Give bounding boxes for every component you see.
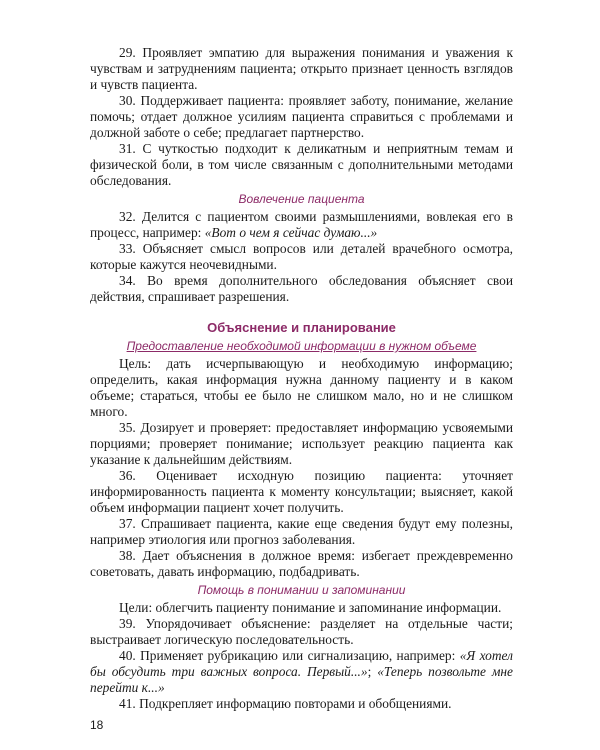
item-39: 39. Упорядочивает объяснение: разделяет на отдельные части; выстраивает логическую последовательность. (90, 616, 513, 647)
page-number: 18 (90, 718, 104, 732)
item-29: 29. Проявляет эмпатию для выражения понимания и уважения к чувствам и затруднениям пациента; открыто признает ценность взглядов и чувств пациента. (90, 45, 513, 92)
item-30: 30. Поддерживает пациента: проявляет заботу, понимание, желание помочь; отдает должное усилиям пациента справиться с проблемами и должной заботе о себе; предлагает партнерство. (90, 93, 513, 140)
item-40-quote-2: «Теперь позвольте мне пeрейти к...» (90, 664, 513, 695)
item-40-separator: ; (367, 664, 378, 679)
item-38: 38. Дает объяснения в должное время: избегает преждевременно советовать, давать информацию, подбадривать. (90, 548, 513, 579)
item-35: 35. Дозирует и проверяет: предоставляет информацию усвояемыми порциями; проверяет понимание; использует реакцию пациента как указание к дальнейшим действиям. (90, 420, 513, 467)
item-33: 33. Объясняет смысл вопросов или деталей врачебного осмотра, которые кажутся неочевидными. (90, 241, 513, 272)
page-content (90, 45, 513, 712)
section-title: Объяснение и планирование (207, 320, 396, 335)
item-34: 34. Во время дополнительного обследования объясняет свои действия, спрашивает разрешения. (90, 273, 513, 304)
subheading-information: Предоставление необходимой информации в нужном объеме (126, 339, 477, 353)
item-40 (90, 648, 513, 696)
item-31: 31. С чуткостью подходит к деликатным и неприятным темам и физической боли, в том числе связанным с дополнительными методами обследования. (90, 141, 513, 188)
item-37: 37. Спрашивает пациента, какие еще сведения будут ему полезны, например этиология или прогноз заболевания. (90, 516, 513, 547)
item-32-text: 32. Делится с пациентом своими размышлениями, вовлекая его в процесс, например: (90, 209, 513, 240)
item-41: 41. Подкрепляет информацию повторами и обобщениями. (119, 696, 452, 711)
item-32-quote: «Вот о чем я сейчас думаю...» (204, 225, 378, 240)
goal-text: Цель: дать исчерпывающую и необходимую информацию; определить, какая информация нужна данному пациенту и в каком объеме; стараться, чтобы ее было не слишком мало, но и не слишком много. (90, 356, 513, 419)
item-36: 36. Оценивает исходную позицию пациента: уточняет информированность пациента к моменту консультации; выясняет, какой объем информации пациент хочет получить. (90, 468, 513, 515)
item-40-text: 40. Применяет рубрикацию или сигнализацию, например: (119, 648, 460, 663)
subheading-patient-involvement: Вовлечение пациента (238, 192, 365, 206)
item-40-quote-1: «Я хотел бы обсудить три важных вопроса. Пeрвый...» (90, 648, 513, 679)
goals-text: Цели: облегчить пациенту понимание и запоминание информации. (119, 600, 502, 615)
item-32 (90, 209, 513, 241)
subheading-understanding: Помощь в понимании и запоминании (197, 583, 406, 597)
